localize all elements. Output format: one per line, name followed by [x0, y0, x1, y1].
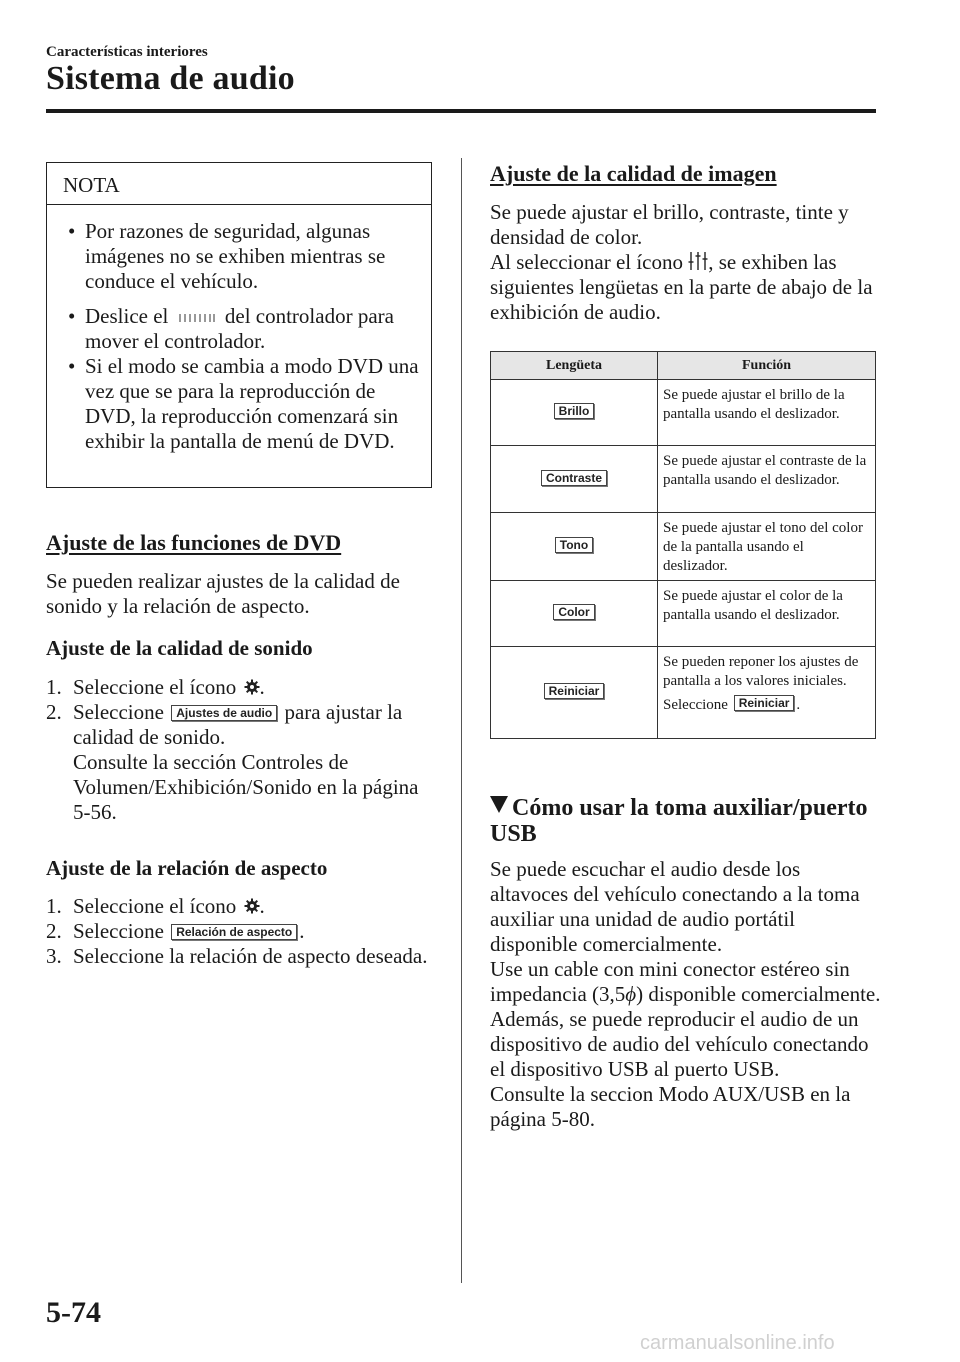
step-number: 2.: [46, 919, 62, 943]
period: .: [796, 697, 801, 713]
image-adjust-icon: [688, 251, 708, 271]
aspect-ratio-button[interactable]: Relación de aspecto: [171, 924, 297, 940]
paragraph: [490, 250, 880, 325]
aspect-steps: [46, 894, 430, 969]
paragraph: Además, se puede reproducir el audio de un dispositivo de audio del vehículo conectando el dispositivo USB al puerto USB.: [490, 1007, 869, 1081]
image-quality-intro: [490, 200, 880, 325]
brightness-tab-button[interactable]: Brillo: [554, 403, 595, 419]
usb-heading: Cómo usar la toma auxiliar/puerto USB: [490, 795, 868, 847]
step-text: para ajustar la calidad de sonido.: [73, 700, 403, 749]
table-cell-tab: [491, 513, 658, 581]
note-header: [47, 163, 431, 205]
bullet: •: [68, 304, 76, 328]
watermark: carmanualsonline.info: [640, 1332, 835, 1354]
table-cell-function: [658, 647, 876, 739]
step-number: 3.: [46, 944, 62, 968]
paragraph-text: Use un cable con mini conector estéreo sin impedancia (3,5: [490, 957, 850, 1006]
table-row: [491, 647, 876, 739]
aspect-heading: Ajuste de la relación de aspecto: [46, 856, 328, 880]
table-header-tab: Lengüeta: [491, 352, 658, 380]
step: [46, 894, 430, 919]
step: [46, 944, 430, 969]
table-row: [491, 446, 876, 513]
table-cell-tab: [491, 581, 658, 647]
step-note: Consulte la sección Controles de Volumen/Exhibición/Sonido en la página 5-56.: [73, 750, 419, 824]
table-header-function: Función: [658, 352, 876, 380]
settings-gear-icon: [244, 679, 260, 695]
sound-steps: [46, 675, 430, 825]
step-number: 1.: [46, 675, 62, 699]
bullet: •: [68, 354, 76, 378]
note-box: [46, 162, 432, 488]
paragraph: Se puede ajustar el brillo, contraste, tinte y densidad de color.: [490, 200, 849, 249]
function-text: [663, 695, 871, 715]
table-cell-tab: [491, 647, 658, 739]
table-cell-function: Se puede ajustar el brillo de la pantalla usando el deslizador.: [658, 380, 876, 446]
table-cell-tab: [491, 380, 658, 446]
triangle-marker-icon: [490, 796, 508, 813]
period: .: [259, 675, 265, 699]
step: [46, 675, 430, 700]
note-title: NOTA: [63, 173, 120, 197]
note-item-text: Si el modo se cambia a modo DVD una vez que se para la reproducción de DVD, la reproducción comenzará sin exhibir la pantalla de menú de DVD.: [85, 354, 419, 453]
function-text: Se pueden reponer los ajustes de pantalla a los valores iniciales.: [663, 654, 859, 689]
paragraph-text: Al seleccionar el ícono: [490, 250, 683, 274]
table-header-row: [491, 352, 876, 380]
note-item: [65, 354, 421, 454]
table-cell-function: Se puede ajustar el contraste de la pantalla usando el deslizador.: [658, 446, 876, 513]
function-text: Seleccione: [663, 697, 728, 713]
period: .: [299, 919, 305, 943]
paragraph-text: , se exhiben las siguientes lengüetas en la parte de abajo de la exhibición de audio.: [490, 250, 873, 324]
step-number: 1.: [46, 894, 62, 918]
usb-heading-block: [490, 795, 880, 847]
table-cell-function: Se puede ajustar el tono del color de la pantalla usando el deslizador.: [658, 513, 876, 581]
step: [46, 700, 430, 825]
dvd-heading: Ajuste de las funciones de DVD: [46, 530, 342, 555]
step: [46, 919, 430, 944]
usb-body: [490, 857, 882, 1132]
note-item: [65, 304, 421, 354]
page-title: Sistema de audio: [46, 60, 295, 97]
color-tab-button[interactable]: Color: [553, 604, 594, 620]
table-cell-function: Se puede ajustar el color de la pantalla usando el deslizador.: [658, 581, 876, 647]
step-text: Seleccione la relación de aspecto deseada.: [73, 944, 428, 968]
step-text: Seleccione el ícono: [73, 675, 237, 699]
tint-tab-button[interactable]: Tono: [555, 537, 593, 553]
dvd-intro: Se pueden realizar ajustes de la calidad de sonido y la relación de aspecto.: [46, 569, 400, 618]
audio-settings-button[interactable]: Ajustes de audio: [171, 705, 277, 721]
note-item: [65, 219, 421, 294]
period: .: [259, 894, 265, 918]
note-list: [65, 219, 421, 464]
settings-gear-icon: [244, 898, 260, 914]
step-text: Seleccione: [73, 700, 164, 724]
table-row: [491, 380, 876, 446]
image-quality-heading: Ajuste de la calidad de imagen: [490, 161, 777, 186]
step-number: 2.: [46, 700, 62, 724]
paragraph: [490, 957, 882, 1007]
slider-ticks-icon: [178, 313, 216, 323]
phi-symbol: ϕ: [625, 982, 637, 1006]
column-divider: [461, 158, 462, 1283]
header-rule: [46, 109, 876, 113]
bullet: •: [68, 219, 76, 243]
step-text: Seleccione: [73, 919, 164, 943]
note-item-prefix: Deslice el: [85, 304, 169, 328]
page-number: 5-74: [46, 1296, 101, 1329]
step-text: Seleccione el ícono: [73, 894, 237, 918]
table-cell-tab: [491, 446, 658, 513]
note-item-text: Por razones de seguridad, algunas imágenes no se exhiben mientras se conduce el vehículo.: [85, 219, 386, 293]
section-kicker: Características interiores: [46, 44, 208, 60]
reset-button[interactable]: Reiniciar: [734, 695, 795, 711]
note-item-text: del controlador para mover el controlador.: [85, 304, 394, 353]
sound-heading: Ajuste de la calidad de sonido: [46, 636, 313, 660]
contrast-tab-button[interactable]: Contraste: [541, 470, 607, 486]
table-row: [491, 581, 876, 647]
reset-tab-button[interactable]: Reiniciar: [544, 683, 605, 699]
paragraph: Se puede escuchar el audio desde los altavoces del vehículo conectando a la toma auxiliar una unidad de audio portátil disponible comercialmente.: [490, 857, 860, 956]
paragraph: Consulte la seccion Modo AUX/USB en la página 5-80.: [490, 1082, 851, 1131]
tab-function-table: [490, 351, 876, 739]
table-row: [491, 513, 876, 581]
paragraph-text: ) disponible comercialmente.: [636, 982, 881, 1006]
